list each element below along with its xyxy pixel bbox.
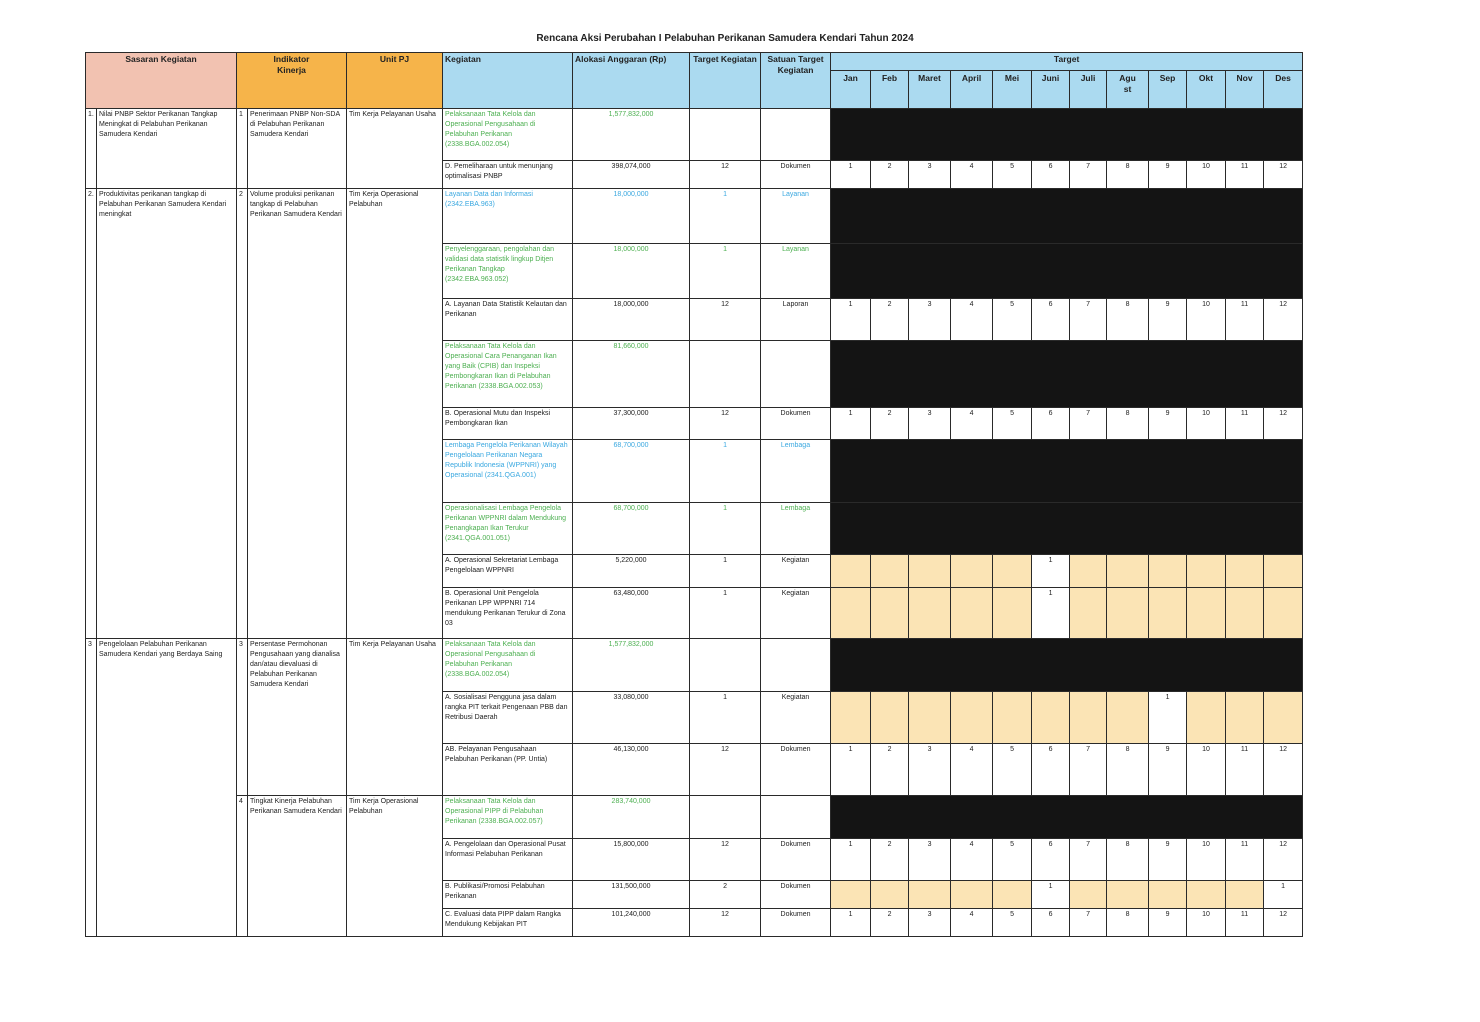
- month-target-cell: 2: [871, 161, 909, 189]
- satuan-target-cell: Dokumen: [761, 839, 831, 881]
- table-body: [86, 109, 1303, 937]
- month-target-cell: 1: [831, 161, 871, 189]
- satuan-target-cell: Kegiatan: [761, 692, 831, 744]
- month-target-cell: 11: [1226, 909, 1264, 937]
- kegiatan-cell: A. Layanan Data Statistik Kelautan dan Perikanan: [443, 299, 573, 341]
- month-target-cell: 1: [831, 299, 871, 341]
- target-kegiatan-cell: 12: [690, 161, 761, 189]
- indikator-number: 4: [237, 796, 248, 937]
- alokasi-anggaran-cell: 18,000,000: [573, 244, 690, 299]
- month-target-cell: 7: [1070, 744, 1107, 796]
- table-row: [86, 109, 1303, 161]
- month-target-cell: 2: [871, 408, 909, 440]
- header-month-juni: Juni: [1032, 71, 1070, 109]
- month-target-cell: [1149, 881, 1187, 909]
- month-target-cell: 9: [1149, 299, 1187, 341]
- indikator-number: 1: [237, 109, 248, 189]
- schedule-blocked: [831, 796, 1303, 839]
- document-title: Rencana Aksi Perubahan I Pelabuhan Perikanan Samudera Kendari Tahun 2024: [536, 33, 914, 44]
- month-target-cell: 9: [1149, 839, 1187, 881]
- month-target-cell: [1070, 588, 1107, 639]
- schedule-blocked: [831, 440, 1303, 503]
- indikator-number: 3: [237, 639, 248, 796]
- month-target-cell: [951, 588, 993, 639]
- alokasi-anggaran-cell: 68,700,000: [573, 440, 690, 503]
- month-target-cell: 9: [1149, 744, 1187, 796]
- unit-pj-text: Tim Kerja Pelayanan Usaha: [347, 639, 443, 796]
- month-target-cell: 10: [1187, 299, 1226, 341]
- table-row: [86, 639, 1303, 692]
- month-target-cell: 11: [1226, 839, 1264, 881]
- month-target-cell: 10: [1187, 408, 1226, 440]
- month-target-cell: 2: [871, 744, 909, 796]
- header-month-okt: Okt: [1187, 71, 1226, 109]
- month-target-cell: 6: [1032, 909, 1070, 937]
- kegiatan-cell: Pelaksanaan Tata Kelola dan Operasional Pengusahaan di Pelabuhan Perikanan (2338.BGA.002.054): [443, 639, 573, 692]
- month-target-cell: 1: [831, 909, 871, 937]
- month-target-cell: [1264, 555, 1303, 588]
- month-target-cell: [951, 881, 993, 909]
- unit-pj-text: Tim Kerja Pelayanan Usaha: [347, 109, 443, 189]
- month-target-cell: [1264, 588, 1303, 639]
- month-target-cell: 9: [1149, 408, 1187, 440]
- indikator-kinerja-text: Volume produksi perikanan tangkap di Pelabuhan Perikanan Samudera Kendari: [248, 189, 347, 639]
- header-month-nov: Nov: [1226, 71, 1264, 109]
- target-kegiatan-cell: [690, 639, 761, 692]
- month-target-cell: [1032, 692, 1070, 744]
- alokasi-anggaran-cell: 1,577,832,000: [573, 109, 690, 161]
- month-target-cell: [1226, 555, 1264, 588]
- kegiatan-cell: B. Operasional Mutu dan Inspeksi Pembongkaran Ikan: [443, 408, 573, 440]
- month-target-cell: [909, 588, 951, 639]
- month-target-cell: 6: [1032, 161, 1070, 189]
- kegiatan-cell: A. Pengelolaan dan Operasional Pusat Informasi Pelabuhan Perikanan: [443, 839, 573, 881]
- month-target-cell: 11: [1226, 161, 1264, 189]
- month-target-cell: 12: [1264, 839, 1303, 881]
- month-target-cell: 3: [909, 408, 951, 440]
- kegiatan-cell: Pelaksanaan Tata Kelola dan Operasional PIPP di Pelabuhan Perikanan (2338.BGA.002.057): [443, 796, 573, 839]
- month-target-cell: 1: [1264, 881, 1303, 909]
- month-target-cell: [1070, 555, 1107, 588]
- kegiatan-cell: B. Publikasi/Promosi Pelabuhan Perikanan: [443, 881, 573, 909]
- satuan-target-cell: Dokumen: [761, 744, 831, 796]
- kegiatan-cell: B. Operasional Unit Pengelola Perikanan LPP WPPNRI 714 mendukung Perikanan Terukur di Zona 03: [443, 588, 573, 639]
- unit-pj-text: Tim Kerja Operasional Pelabuhan: [347, 189, 443, 639]
- month-target-cell: 6: [1032, 408, 1070, 440]
- month-target-cell: [871, 692, 909, 744]
- kegiatan-cell: D. Pemeliharaan untuk menunjang optimalisasi PNBP: [443, 161, 573, 189]
- target-kegiatan-cell: 12: [690, 299, 761, 341]
- month-target-cell: 12: [1264, 299, 1303, 341]
- month-target-cell: 3: [909, 299, 951, 341]
- alokasi-anggaran-cell: 398,074,000: [573, 161, 690, 189]
- target-kegiatan-cell: 1: [690, 503, 761, 555]
- header-target-kegiatan: Target Kegiatan: [690, 53, 761, 109]
- month-target-cell: [993, 881, 1032, 909]
- header-indikator-kinerja: Indikator Kinerja: [237, 53, 347, 109]
- month-target-cell: 6: [1032, 839, 1070, 881]
- header-satuan-target-kegiatan: Satuan Target Kegiatan: [761, 53, 831, 109]
- satuan-target-cell: Dokumen: [761, 909, 831, 937]
- month-target-cell: 2: [871, 299, 909, 341]
- table-row: [86, 189, 1303, 244]
- month-target-cell: [993, 555, 1032, 588]
- month-target-cell: [993, 588, 1032, 639]
- header-month-des: Des: [1264, 71, 1303, 109]
- target-kegiatan-cell: 12: [690, 744, 761, 796]
- header-month-agust: Agust: [1107, 71, 1149, 109]
- target-kegiatan-cell: [690, 796, 761, 839]
- month-target-cell: [831, 692, 871, 744]
- month-target-cell: 8: [1107, 299, 1149, 341]
- schedule-blocked: [831, 341, 1303, 408]
- month-target-cell: 4: [951, 299, 993, 341]
- month-target-cell: [909, 555, 951, 588]
- month-target-cell: 1: [1032, 881, 1070, 909]
- month-target-cell: 1: [831, 744, 871, 796]
- month-target-cell: 12: [1264, 408, 1303, 440]
- month-target-cell: [1107, 881, 1149, 909]
- month-target-cell: 8: [1107, 161, 1149, 189]
- table-row: [86, 796, 1303, 839]
- alokasi-anggaran-cell: 18,000,000: [573, 299, 690, 341]
- month-target-cell: 4: [951, 909, 993, 937]
- month-target-cell: [1107, 555, 1149, 588]
- header-month-maret: Maret: [909, 71, 951, 109]
- satuan-target-cell: [761, 796, 831, 839]
- indikator-number: 2: [237, 189, 248, 639]
- sasaran-number: 3: [86, 639, 97, 937]
- schedule-blocked: [831, 109, 1303, 161]
- sasaran-kegiatan-text: Nilai PNBP Sektor Perikanan Tangkap Meningkat di Pelabuhan Perikanan Samudera Kendari: [97, 109, 237, 189]
- kegiatan-cell: Layanan Data dan Informasi (2342.EBA.963): [443, 189, 573, 244]
- month-target-cell: 11: [1226, 408, 1264, 440]
- month-target-cell: 3: [909, 839, 951, 881]
- month-target-cell: 5: [993, 839, 1032, 881]
- month-target-cell: 1: [831, 408, 871, 440]
- month-target-cell: 7: [1070, 408, 1107, 440]
- month-target-cell: [993, 692, 1032, 744]
- kegiatan-cell: A. Sosialisasi Pengguna jasa dalam rangka PIT terkait Pengenaan PBB dan Retribusi Daerah: [443, 692, 573, 744]
- indikator-kinerja-text: Persentase Permohonan Pengusahaan yang dianalisa dan/atau dievaluasi di Pelabuhan Perikanan Samudera Kendari: [248, 639, 347, 796]
- target-kegiatan-cell: 12: [690, 839, 761, 881]
- header-month-juli: Juli: [1070, 71, 1107, 109]
- kegiatan-cell: Pelaksanaan Tata Kelola dan Operasional Pengusahaan di Pelabuhan Perikanan (2338.BGA.002.054): [443, 109, 573, 161]
- kegiatan-cell: C. Evaluasi data PIPP dalam Rangka Mendukung Kebijakan PIT: [443, 909, 573, 937]
- satuan-target-cell: Laporan: [761, 299, 831, 341]
- month-target-cell: [871, 881, 909, 909]
- satuan-target-cell: Dokumen: [761, 408, 831, 440]
- month-target-cell: 10: [1187, 839, 1226, 881]
- satuan-target-cell: Layanan: [761, 244, 831, 299]
- target-kegiatan-cell: 2: [690, 881, 761, 909]
- kegiatan-cell: Pelaksanaan Tata Kelola dan Operasional Cara Penanganan Ikan yang Baik (CPIB) dan Inspeksi Pembongkaran Ikan di Pelabuhan Perikanan (2338.BGA.002.053): [443, 341, 573, 408]
- month-target-cell: 3: [909, 161, 951, 189]
- kegiatan-cell: A. Operasional Sekretariat Lembaga Pengelolaan WPPNRI: [443, 555, 573, 588]
- month-target-cell: 12: [1264, 744, 1303, 796]
- alokasi-anggaran-cell: 101,240,000: [573, 909, 690, 937]
- satuan-target-cell: Dokumen: [761, 881, 831, 909]
- schedule-blocked: [831, 503, 1303, 555]
- kegiatan-cell: Operasionalisasi Lembaga Pengelola Perikanan WPPNRI dalam Mendukung Penangkapan Ikan Terukur (2341.QGA.001.051): [443, 503, 573, 555]
- alokasi-anggaran-cell: 68,700,000: [573, 503, 690, 555]
- month-target-cell: [909, 881, 951, 909]
- header-month-sep: Sep: [1149, 71, 1187, 109]
- target-kegiatan-cell: 12: [690, 909, 761, 937]
- sasaran-kegiatan-text: Pengelolaan Pelabuhan Perikanan Samudera Kendari yang Berdaya Saing: [97, 639, 237, 937]
- month-target-cell: 2: [871, 839, 909, 881]
- alokasi-anggaran-cell: 1,577,832,000: [573, 639, 690, 692]
- alokasi-anggaran-cell: 37,300,000: [573, 408, 690, 440]
- month-target-cell: 10: [1187, 909, 1226, 937]
- month-target-cell: 5: [993, 299, 1032, 341]
- header-month-jan: Jan: [831, 71, 871, 109]
- month-target-cell: 3: [909, 909, 951, 937]
- target-kegiatan-cell: 1: [690, 588, 761, 639]
- header-alokasi-anggaran: Alokasi Anggaran (Rp): [573, 53, 690, 109]
- alokasi-anggaran-cell: 131,500,000: [573, 881, 690, 909]
- alokasi-anggaran-cell: 81,660,000: [573, 341, 690, 408]
- month-target-cell: 8: [1107, 839, 1149, 881]
- target-kegiatan-cell: 1: [690, 244, 761, 299]
- month-target-cell: 4: [951, 408, 993, 440]
- kegiatan-cell: Penyelenggaraan, pengolahan dan validasi data statistik lingkup Ditjen Perikanan Tangkap (2342.EBA.963.052): [443, 244, 573, 299]
- month-target-cell: 2: [871, 909, 909, 937]
- satuan-target-cell: [761, 639, 831, 692]
- month-target-cell: 4: [951, 161, 993, 189]
- month-target-cell: 5: [993, 744, 1032, 796]
- month-target-cell: [1187, 555, 1226, 588]
- sasaran-number: 2.: [86, 189, 97, 639]
- alokasi-anggaran-cell: 5,220,000: [573, 555, 690, 588]
- month-target-cell: [909, 692, 951, 744]
- month-target-cell: 3: [909, 744, 951, 796]
- unit-pj-text: Tim Kerja Operasional Pelabuhan: [347, 796, 443, 937]
- month-target-cell: 10: [1187, 744, 1226, 796]
- month-target-cell: [831, 881, 871, 909]
- month-target-cell: [1187, 881, 1226, 909]
- month-target-cell: [1070, 692, 1107, 744]
- header-kegiatan: Kegiatan: [443, 53, 573, 109]
- month-target-cell: [1226, 881, 1264, 909]
- month-target-cell: 7: [1070, 839, 1107, 881]
- header-unit-pj: Unit PJ: [347, 53, 443, 109]
- schedule-blocked: [831, 244, 1303, 299]
- month-target-cell: 1: [1032, 555, 1070, 588]
- month-target-cell: 9: [1149, 909, 1187, 937]
- target-kegiatan-cell: [690, 341, 761, 408]
- month-target-cell: 6: [1032, 744, 1070, 796]
- month-target-cell: 12: [1264, 909, 1303, 937]
- month-target-cell: [1070, 881, 1107, 909]
- target-kegiatan-cell: 1: [690, 555, 761, 588]
- month-target-cell: 5: [993, 408, 1032, 440]
- month-target-cell: [951, 555, 993, 588]
- month-target-cell: 11: [1226, 744, 1264, 796]
- header-target: Target: [831, 53, 1303, 71]
- target-kegiatan-cell: 1: [690, 189, 761, 244]
- month-target-cell: 10: [1187, 161, 1226, 189]
- month-target-cell: [871, 588, 909, 639]
- month-target-cell: 1: [1149, 692, 1187, 744]
- month-target-cell: 9: [1149, 161, 1187, 189]
- indikator-kinerja-text: Penerimaan PNBP Non-SDA di Pelabuhan Perikanan Samudera Kendari: [248, 109, 347, 189]
- month-target-cell: 4: [951, 744, 993, 796]
- target-kegiatan-cell: [690, 109, 761, 161]
- month-target-cell: [1226, 588, 1264, 639]
- month-target-cell: [1226, 692, 1264, 744]
- header-sasaran-kegiatan: Sasaran Kegiatan: [86, 53, 237, 109]
- month-target-cell: [1107, 692, 1149, 744]
- indikator-kinerja-text: Tingkat Kinerja Pelabuhan Perikanan Samudera Kendari: [248, 796, 347, 937]
- month-target-cell: [1187, 692, 1226, 744]
- target-kegiatan-cell: 12: [690, 408, 761, 440]
- month-target-cell: [831, 588, 871, 639]
- month-target-cell: 7: [1070, 161, 1107, 189]
- kegiatan-cell: Lembaga Pengelola Perikanan Wilayah Pengelolaan Perikanan Negara Republik Indonesia (WPPNRI) yang Operasional (2341.QGA.001): [443, 440, 573, 503]
- satuan-target-cell: Lembaga: [761, 503, 831, 555]
- month-target-cell: [1264, 692, 1303, 744]
- schedule-blocked: [831, 639, 1303, 692]
- satuan-target-cell: [761, 109, 831, 161]
- month-target-cell: 4: [951, 839, 993, 881]
- header-month-april: April: [951, 71, 993, 109]
- satuan-target-cell: Dokumen: [761, 161, 831, 189]
- month-target-cell: [871, 555, 909, 588]
- alokasi-anggaran-cell: 46,130,000: [573, 744, 690, 796]
- month-target-cell: [1149, 588, 1187, 639]
- satuan-target-cell: [761, 341, 831, 408]
- schedule-blocked: [831, 189, 1303, 244]
- month-target-cell: [831, 555, 871, 588]
- month-target-cell: 5: [993, 161, 1032, 189]
- satuan-target-cell: Kegiatan: [761, 588, 831, 639]
- month-target-cell: 6: [1032, 299, 1070, 341]
- month-target-cell: 1: [1032, 588, 1070, 639]
- action-plan-table: [85, 52, 1303, 937]
- month-target-cell: 1: [831, 839, 871, 881]
- month-target-cell: 8: [1107, 909, 1149, 937]
- sasaran-number: 1.: [86, 109, 97, 189]
- month-target-cell: 12: [1264, 161, 1303, 189]
- month-target-cell: [1187, 588, 1226, 639]
- alokasi-anggaran-cell: 33,080,000: [573, 692, 690, 744]
- header-month-feb: Feb: [871, 71, 909, 109]
- sasaran-kegiatan-text: Produktivitas perikanan tangkap di Pelabuhan Perikanan Samudera Kendari meningkat: [97, 189, 237, 639]
- month-target-cell: 7: [1070, 909, 1107, 937]
- month-target-cell: 8: [1107, 744, 1149, 796]
- month-target-cell: [1107, 588, 1149, 639]
- satuan-target-cell: Layanan: [761, 189, 831, 244]
- month-target-cell: 7: [1070, 299, 1107, 341]
- month-target-cell: [1149, 555, 1187, 588]
- alokasi-anggaran-cell: 15,800,000: [573, 839, 690, 881]
- alokasi-anggaran-cell: 18,000,000: [573, 189, 690, 244]
- month-target-cell: 5: [993, 909, 1032, 937]
- header-month-mei: Mei: [993, 71, 1032, 109]
- target-kegiatan-cell: 1: [690, 692, 761, 744]
- month-target-cell: 8: [1107, 408, 1149, 440]
- month-target-cell: [951, 692, 993, 744]
- month-target-cell: 11: [1226, 299, 1264, 341]
- alokasi-anggaran-cell: 63,480,000: [573, 588, 690, 639]
- target-kegiatan-cell: 1: [690, 440, 761, 503]
- satuan-target-cell: Kegiatan: [761, 555, 831, 588]
- kegiatan-cell: AB. Pelayanan Pengusahaan Pelabuhan Perikanan (PP. Untia): [443, 744, 573, 796]
- alokasi-anggaran-cell: 283,740,000: [573, 796, 690, 839]
- satuan-target-cell: Lembaga: [761, 440, 831, 503]
